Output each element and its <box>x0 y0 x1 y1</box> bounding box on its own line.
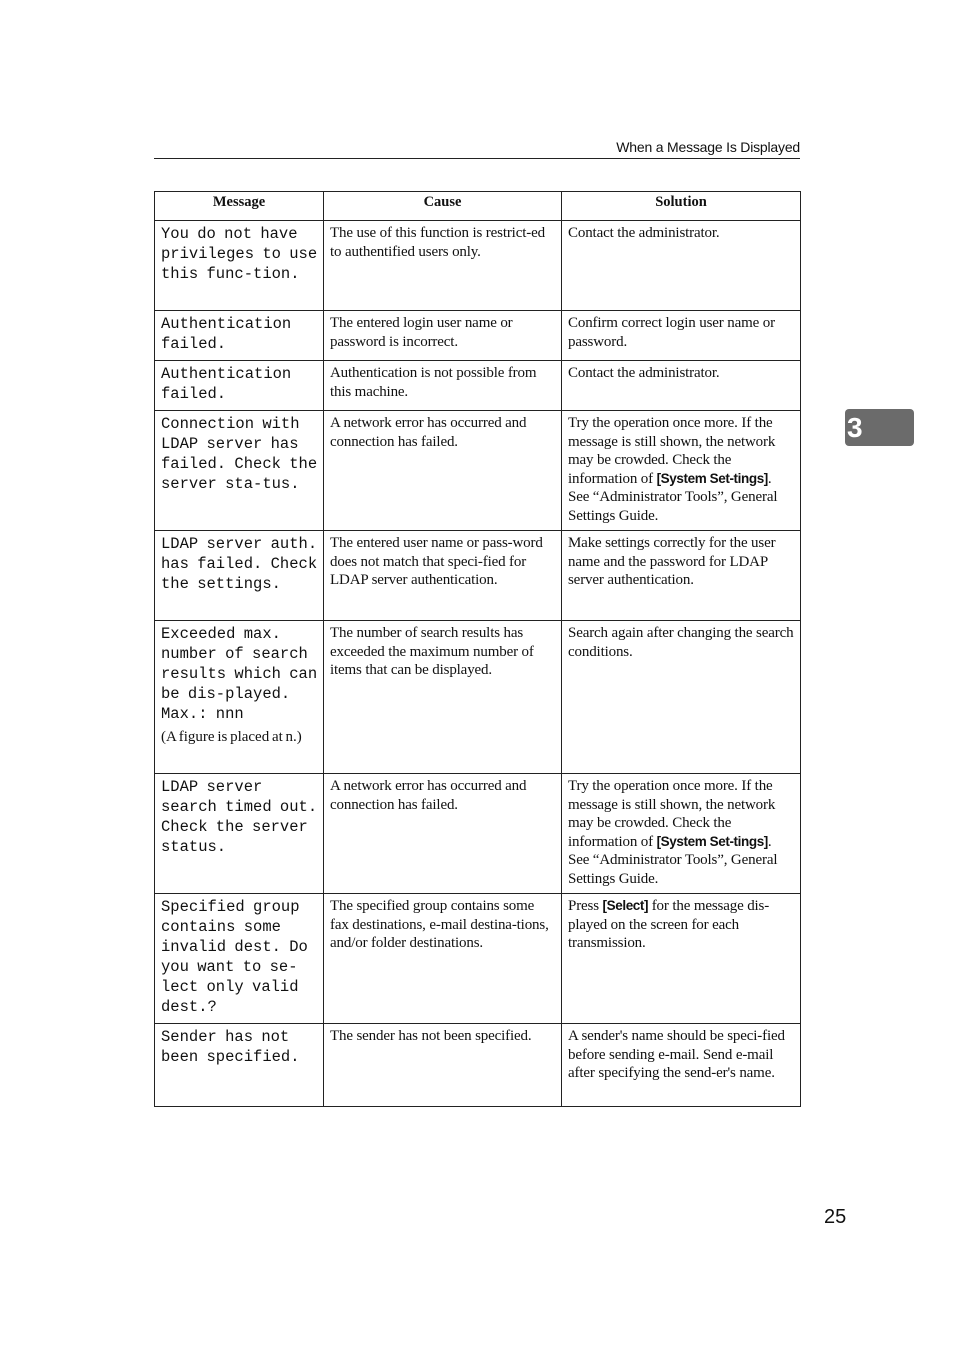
solution-text: Make settings correctly for the user name and the password for LDAP server authentication. <box>568 535 776 588</box>
message-cell: LDAP server search timed out. Check the server status. <box>155 774 324 894</box>
cause-cell: The use of this function is restrict-ed to authentified users only. <box>324 221 562 311</box>
column-header-cause: Cause <box>324 192 562 221</box>
message-cell: Specified group contains some invalid dest. Do you want to se-lect only valid dest.? <box>155 894 324 1024</box>
cause-cell: A network error has occurred and connection has failed. <box>324 411 562 531</box>
solution-cell <box>562 531 801 621</box>
table-row <box>155 411 801 531</box>
message-cell: Authentication failed. <box>155 311 324 361</box>
cause-cell: The specified group contains some fax destinations, e-mail destina-tions, and/or folder destinations. <box>324 894 562 1024</box>
message-text: Exceeded max. number of search results which can be dis-played. Max.: nnn <box>161 625 318 723</box>
solution-text: A sender's name should be speci-fied before sending e-mail. Send e-mail after specifying the send-er's name. <box>568 1028 785 1081</box>
table-row <box>155 774 801 894</box>
solution-text: Press <box>568 898 603 914</box>
solution-text: Contact the administrator. <box>568 365 720 381</box>
message-cell: Connection with LDAP server has failed. Check the server sta-tus. <box>155 411 324 531</box>
message-note: (A figure is placed at n.) <box>161 729 302 745</box>
chapter-tab <box>845 409 914 446</box>
table-row <box>155 311 801 361</box>
message-cell: Authentication failed. <box>155 361 324 411</box>
cause-cell: The entered user name or pass-word does not match that speci-fied for LDAP server authentication. <box>324 531 562 621</box>
cause-cell: The entered login user name or password is incorrect. <box>324 311 562 361</box>
solution-text-continued: . See “Administrator Tools”, General Settings Guide. <box>568 833 778 887</box>
table-header-row <box>155 192 801 221</box>
message-cell: Sender has not been specified. <box>155 1024 324 1107</box>
solution-cell <box>562 894 801 1024</box>
running-header-title: When a Message Is Displayed <box>616 139 800 155</box>
cause-cell: Authentication is not possible from this machine. <box>324 361 562 411</box>
message-cell: LDAP server auth. has failed. Check the settings. <box>155 531 324 621</box>
system-settings-key: [System Set-tings] <box>656 470 768 486</box>
table-row <box>155 361 801 411</box>
column-header-message: Message <box>155 192 324 221</box>
table-row <box>155 894 801 1024</box>
solution-text: Search again after changing the search conditions. <box>568 625 794 660</box>
page-number: 25 <box>824 1206 847 1228</box>
system-settings-key: [System Set-tings] <box>656 833 768 849</box>
solution-text: Try the operation once more. If the message is still shown, the network may be crowded. Check the information of <box>568 778 776 850</box>
header-divider <box>154 158 800 159</box>
solution-text: Try the operation once more. If the message is still shown, the network may be crowded. Check the information of <box>568 415 776 487</box>
column-header-solution: Solution <box>562 192 801 221</box>
table-row <box>155 621 801 774</box>
table-row <box>155 1024 801 1107</box>
solution-cell <box>562 774 801 894</box>
message-cell <box>155 621 324 774</box>
solution-text-continued: . See “Administrator Tools”, General Settings Guide. <box>568 470 778 524</box>
solution-cell <box>562 621 801 774</box>
cause-cell: The number of search results has exceeded the maximum number of items that can be displayed. <box>324 621 562 774</box>
solution-cell <box>562 221 801 311</box>
cause-cell: A network error has occurred and connection has failed. <box>324 774 562 894</box>
message-table <box>154 191 801 1107</box>
message-cell: You do not have privileges to use this func-tion. <box>155 221 324 311</box>
solution-text: Confirm correct login user name or password. <box>568 315 775 350</box>
solution-text-continued: for the message dis-played on the screen for each transmission. <box>568 898 770 951</box>
cause-cell: The sender has not been specified. <box>324 1024 562 1107</box>
solution-cell <box>562 411 801 531</box>
solution-text: Contact the administrator. <box>568 225 720 241</box>
chapter-number: 3 <box>847 412 863 443</box>
table-row <box>155 221 801 311</box>
select-key: [Select] <box>602 898 649 913</box>
solution-cell <box>562 361 801 411</box>
table-row <box>155 531 801 621</box>
solution-cell <box>562 1024 801 1107</box>
solution-cell <box>562 311 801 361</box>
